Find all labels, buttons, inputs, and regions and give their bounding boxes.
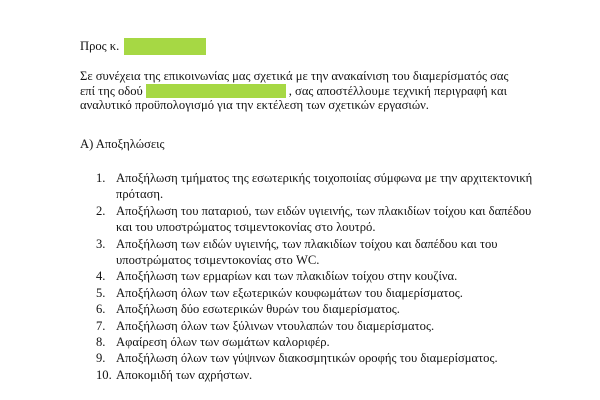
list-item-number: 4. [96, 269, 106, 284]
list-item [96, 367, 536, 383]
list-item-number: 5. [96, 285, 106, 300]
list-item [96, 203, 536, 236]
redacted-recipient-name [124, 38, 206, 55]
redacted-street-address [146, 84, 286, 98]
list-item-text: Αποξήλωση τμήματος της εσωτερικής τοιχοποιίας σύμφωνα με την αρχιτεκτονική πρόταση. [116, 171, 533, 202]
list-item [96, 334, 536, 350]
list-item-text: Αποξήλωση όλων των εξωτερικών κουφωμάτων του διαμερίσματος. [116, 285, 463, 300]
salutation-text: Προς κ. [80, 39, 120, 53]
list-item-text: Αποξήλωση των ειδών υγιεινής, των πλακιδίων τοίχου και δαπέδου και του υποστρώματος τσιμεντοκονίας στο WC. [116, 236, 498, 268]
list-item-text: Αποξήλωση δύο εσωτερικών θυρών του διαμερίσματος. [116, 302, 400, 317]
demolition-items-list [96, 170, 536, 383]
list-item [96, 236, 536, 269]
list-item-text: Αποξήλωση του παταριού, των ειδών υγιεινής, των πλακιδίων τοίχου και δαπέδου και του υποστρώματος τσιμεντοκονίας στο λουτρό. [116, 203, 532, 235]
list-item-number: 7. [96, 318, 106, 333]
list-item-text: Αποκομιδή των αχρήστων. [116, 367, 253, 382]
intro-paragraph [80, 69, 540, 113]
list-item-text: Αποξήλωση όλων των ξύλινων ντουλαπών του διαμερίσματος. [116, 318, 435, 333]
list-item-number: 8. [96, 335, 106, 350]
list-item-text: Αφαίρεση όλων των σωμάτων καλοριφέρ. [116, 335, 330, 350]
list-item-text: Αποξήλωση των ερμαρίων και των πλακιδίων τοίχου στην κουζίνα. [116, 269, 458, 284]
list-item-number: 10. [96, 367, 112, 382]
list-item-number: 1. [96, 171, 106, 185]
intro-line-3: αναλυτικό προϋπολογισμό για την εκτέλεση των σχετικών εργασιών. [80, 98, 429, 112]
intro-line-2 [80, 84, 540, 99]
intro-line-2-before: επί της οδού [80, 83, 143, 98]
intro-line-1: Σε συνέχεια της επικοινωνίας μας σχετικά με την ανακαίνιση του διαμερίσματός σας [80, 69, 509, 83]
list-item [96, 170, 536, 203]
list-item-text: Αποξήλωση όλων των γύψινων διακοσμητικών οροφής του διαμερίσματος. [116, 351, 498, 366]
list-item [96, 350, 536, 366]
list-item [96, 285, 536, 301]
list-item-number: 2. [96, 203, 106, 218]
list-item [96, 301, 536, 317]
list-item-number: 6. [96, 302, 106, 317]
list-item-number: 3. [96, 236, 106, 251]
salutation-line [80, 38, 206, 55]
intro-line-2-after: , σας αποστέλλουμε τεχνική περιγραφή και [288, 83, 507, 98]
list-item [96, 318, 536, 334]
list-item-number: 9. [96, 351, 106, 366]
list-item [96, 268, 536, 284]
section-heading: Α) Αποξηλώσεις [80, 137, 165, 151]
